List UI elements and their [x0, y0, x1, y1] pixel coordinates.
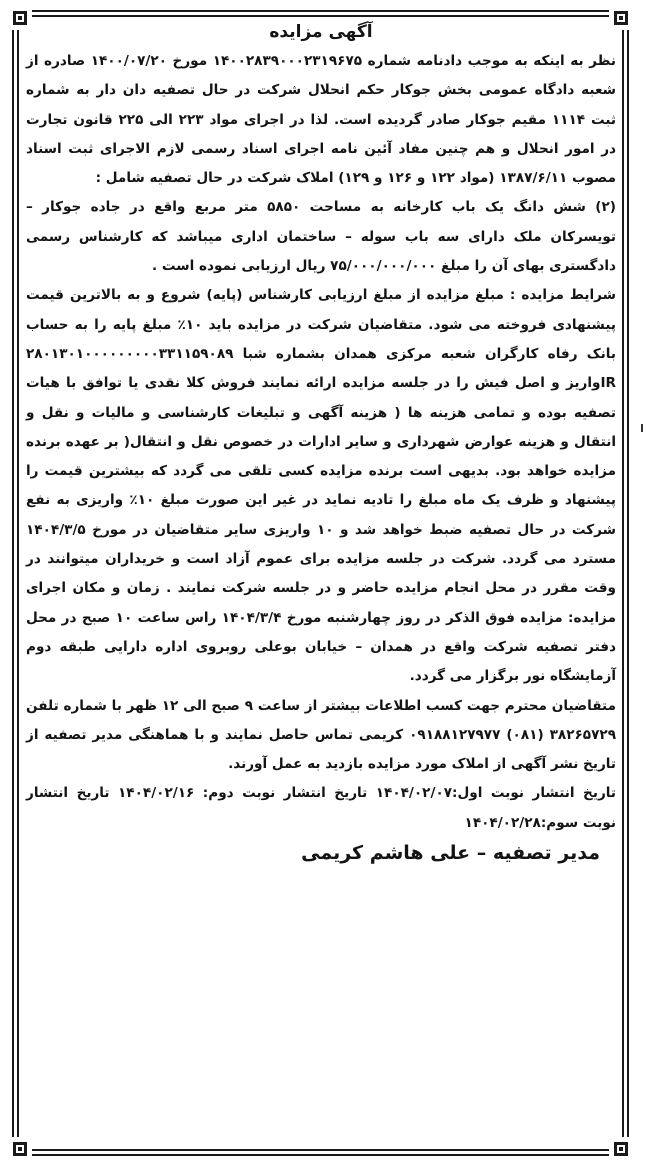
- paragraph-publication-dates: تاریخ انتشار نوبت اول:۱۴۰۴/۰۲/۰۷ تاریخ انتشار نوبت دوم: ۱۴۰۴/۰۲/۱۶ تاریخ انتشار نوبت سوم:۱۴۰۴/۰۲/۲۸: [26, 785, 616, 831]
- paragraph-property: (۲) شش دانگ یک باب کارخانه به مساحت ۵۸۵۰ متر مربع واقع در جاده جوکار – تویسرکان ملک دارای سه باب سوله – ساختمان اداری میباشد که کارشناس رسمی دادگستری بهای آن را مبلغ ۷۵/۰۰۰/۰۰۰/۰۰۰ ریال ارزیابی نموده است .: [26, 199, 617, 275]
- paragraph-intro: نظر به اینکه به موجب دادنامه شماره ۱۴۰۰۲۸۳۹۰۰۰۲۳۱۹۶۷۵ مورخ ۱۴۰۰/۰۷/۲۰ صادره از شعبه دادگاه عمومی بخش جوکار حکم انحلال شرکت در حال تصفیه دان دار به شماره ثبت ۱۱۱۴ مقیم جوکار صادر گردیده است. لذا در اجرای مواد ۲۲۳ الی ۲۲۵ قانون تجارت در امور انحلال و هم چنین مفاد آئین نامه اجرای اسناد رسمی لازم الاجرای ثبت اسناد مصوب ۱۳۸۷/۶/۱۱ (مواد ۱۲۲ و ۱۲۶ و ۱۲۹) املاک شرکت در حال تصفیه شامل :: [26, 53, 616, 187]
- notice-title: آگهی مزایده: [269, 22, 373, 42]
- scan-mark: [641, 424, 643, 432]
- signature-line: مدیر تصفیه – علی هاشم کریمی: [301, 842, 600, 865]
- paragraph-conditions: شرایط مزایده : مبلغ مزایده از مبلغ ارزیابی کارشناس (پایه) شروع و به بالاترین قیمت پیشنهادی فروخته می شود. متقاضیان شرکت در مزایده باید ۱۰٪ مبلغ پایه را به حساب بانک رفاه کارگران شعبه مرکزی همدان بشماره شبا ۲۸۰۱۳۰۱۰۰۰۰۰۰۰۰۰۳۳۱۱۵۹۰۸۹ IRواریز و اصل فیش را در جلسه مزایده ارائه نمایند فروش کلا نقدی یا توافق با هیات تصفیه بوده و تمامی هزینه ها ( هزینه آگهی و تبلیغات کارشناسی و مالیات و نقل و انتقال و هزینه عوارض شهرداری و سایر ادارات در خصوص نقل و انتقال( بر عهده برنده مزایده خواهد بود. بدیهی است برنده مزایده کسی تلقی می گردد که بیشترین قیمت را پیشنهاد و ظرف یک ماه مبلغ را تادیه نماید در غیر این صورت مبلغ ۱۰٪ واریزی به نفع شرکت در حال تصفیه ضبط خواهد شد و ۱۰ واریزی سایر متقاضیان در مورخ ۱۴۰۴/۳/۵ مسترد می گردد. شرکت در جلسه مزایده برای عموم آزاد است و خریداران میتوانند در وقت مقرر در محل انجام مزایده حاضر و در جلسه شرکت نمایند . زمان و مکان اجرای مزایده: مزایده فوق الذکر در روز چهارشنبه مورخ ۱۴۰۴/۳/۴ راس ساعت ۱۰ صبح در محل دفتر تصفیه شرکت واقع در همدان – خیابان بوعلی روبروی اداره دارایی طبقه دوم آزمایشگاه نور برگزار می گردد.: [26, 287, 616, 685]
- notice-body: [26, 20, 616, 1140]
- corner-ornament-bottom-right: [609, 1137, 633, 1161]
- paragraph-contact: متقاضیان محترم جهت کسب اطلاعات بیشتر از ساعت ۹ صبح الی ۱۲ ظهر با شماره تلفن ۳۸۲۶۵۷۲۹ (۰۸۱) ۰۹۱۸۸۱۲۷۹۷۷ کریمی تماس حاصل نمایند و با هماهنگی مدیر تصفیه از تاریخ نشر آگهی از املاک مورد مزایده بازدید به عمل آورند.: [26, 697, 617, 773]
- corner-ornament-bottom-left: [8, 1137, 32, 1161]
